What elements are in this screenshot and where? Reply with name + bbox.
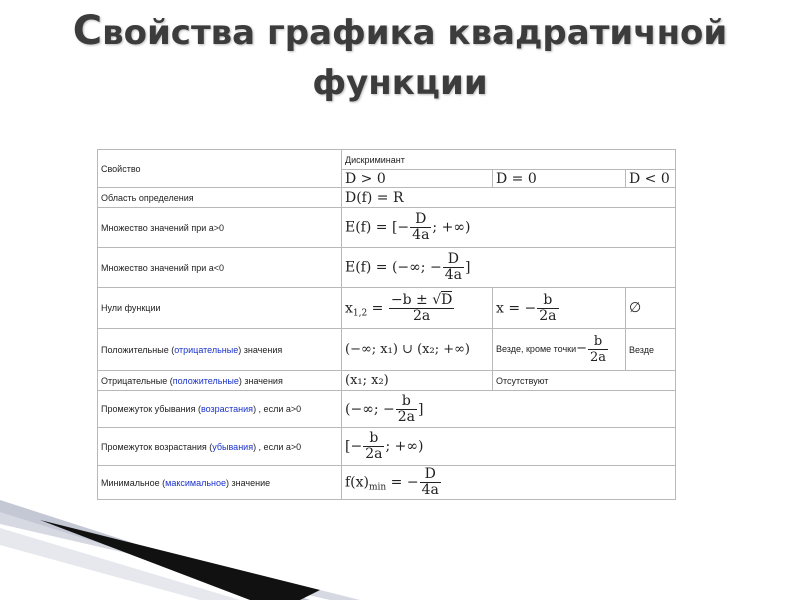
range-neg-den: 4a bbox=[444, 267, 462, 283]
increasing-label-c: ) , если a>0 bbox=[253, 441, 302, 452]
slide-title-initial: С bbox=[72, 8, 103, 54]
case-d-negative: D < 0 bbox=[626, 170, 676, 188]
decreasing-label-a: Промежуток убывания ( bbox=[101, 404, 201, 414]
negative-label bbox=[98, 371, 342, 391]
decreasing-prefix: (−∞; − bbox=[345, 401, 395, 417]
extremum-prefix: f(x) bbox=[345, 474, 370, 491]
zeros-neg-value: ∅ bbox=[626, 288, 676, 329]
increasing-prefix: [− bbox=[345, 438, 363, 455]
zeros-zero-num: b bbox=[537, 293, 558, 309]
positive-label-link: отрицательные bbox=[174, 344, 239, 355]
negative-label-a: Отрицательные ( bbox=[101, 375, 173, 386]
decreasing-den: 2a bbox=[397, 408, 416, 425]
zeros-pos-lhs: x bbox=[345, 300, 353, 316]
header-discriminant-cell: Дискриминант bbox=[342, 150, 676, 170]
table-row-positive bbox=[98, 329, 676, 371]
positive-zero-value bbox=[493, 329, 626, 371]
zeros-pos-den: 2a bbox=[412, 307, 431, 324]
extremum-label-c: ) значение bbox=[226, 477, 271, 488]
domain-value: D(f) = R bbox=[342, 188, 676, 208]
domain-label: Область определения bbox=[98, 188, 342, 208]
extremum-value bbox=[342, 466, 676, 500]
table-row-zeros bbox=[98, 288, 676, 329]
negative-pos-value: (x₁; x₂) bbox=[342, 371, 493, 391]
decreasing-label-link: возрастания bbox=[200, 404, 254, 414]
zeros-pos-sub: 1,2 bbox=[352, 308, 368, 318]
extremum-label-a: Минимальное ( bbox=[101, 477, 166, 488]
table-row-increasing bbox=[98, 428, 676, 466]
properties-table bbox=[97, 149, 676, 500]
zeros-zero-den: 2a bbox=[539, 307, 557, 324]
positive-pos-value: (−∞; x₁) ∪ (x₂; +∞) bbox=[342, 329, 493, 371]
decreasing-value bbox=[342, 391, 676, 428]
increasing-value bbox=[342, 428, 676, 466]
table-header-row bbox=[98, 150, 676, 170]
positive-zero-fraction bbox=[588, 334, 608, 365]
increasing-label bbox=[98, 428, 342, 466]
table-row-negative bbox=[98, 371, 676, 391]
decreasing-num: b bbox=[396, 394, 417, 410]
header-property-cell: Свойство bbox=[98, 150, 342, 188]
range-neg-value bbox=[342, 248, 676, 288]
decreasing-fraction bbox=[396, 394, 417, 425]
ray-light bbox=[0, 528, 240, 600]
zeros-pos-num-pre: −b ± √ bbox=[390, 291, 442, 308]
decreasing-suffix: ] bbox=[418, 401, 424, 417]
table-row-range-neg bbox=[98, 248, 676, 288]
slide-title-line2: функции bbox=[312, 63, 488, 103]
positive-label bbox=[98, 329, 342, 371]
positive-neg-value: Везде bbox=[626, 329, 676, 371]
range-pos-value bbox=[342, 208, 676, 248]
negative-label-c: ) значения bbox=[238, 375, 283, 386]
range-neg-suffix: ] bbox=[464, 259, 471, 276]
zeros-pos-value bbox=[342, 288, 493, 329]
case-d-positive: D > 0 bbox=[342, 170, 493, 188]
increasing-num: b bbox=[363, 431, 384, 447]
ray-black bbox=[40, 520, 320, 600]
zeros-pos-eq: = bbox=[367, 300, 388, 316]
positive-label-a: Положительные ( bbox=[101, 344, 175, 355]
zeros-zero-fraction bbox=[537, 293, 558, 324]
increasing-label-link: убывания bbox=[212, 441, 254, 452]
extremum-num: D bbox=[420, 467, 441, 483]
increasing-label-a: Промежуток возрастания ( bbox=[101, 441, 213, 452]
range-neg-prefix: E(f) = (−∞; − bbox=[345, 259, 442, 276]
zeros-pos-fraction bbox=[389, 293, 454, 324]
positive-zero-num: b bbox=[588, 334, 608, 350]
negative-zero-value: Отсутствуют bbox=[493, 371, 676, 391]
table-row-extremum bbox=[98, 466, 676, 500]
extremum-label bbox=[98, 466, 342, 500]
increasing-suffix: ; +∞) bbox=[385, 438, 424, 455]
range-pos-fraction bbox=[410, 212, 431, 243]
negative-label-link: положительные bbox=[172, 375, 239, 386]
zeros-pos-num bbox=[389, 293, 454, 309]
positive-zero-text: Везде, кроме точки bbox=[496, 343, 577, 354]
range-pos-prefix: E(f) = [− bbox=[345, 219, 410, 236]
slide-title bbox=[30, 6, 770, 108]
positive-zero-minus: − bbox=[576, 340, 588, 356]
extremum-eq: = − bbox=[386, 474, 419, 491]
range-pos-label: Множество значений при a>0 bbox=[98, 208, 342, 248]
table-row-decreasing bbox=[98, 391, 676, 428]
increasing-fraction bbox=[363, 431, 384, 462]
ray-hatch bbox=[0, 500, 310, 600]
decreasing-label bbox=[98, 391, 342, 428]
extremum-label-link: максимальное bbox=[165, 477, 227, 488]
decreasing-label-c: ) , если a>0 bbox=[253, 404, 302, 414]
extremum-fraction bbox=[420, 467, 441, 498]
case-d-zero: D = 0 bbox=[493, 170, 626, 188]
extremum-den: 4a bbox=[421, 482, 439, 498]
range-pos-num: D bbox=[410, 212, 431, 228]
positive-zero-den: 2a bbox=[590, 350, 607, 365]
zeros-label: Нули функции bbox=[98, 288, 342, 329]
table-row-domain bbox=[98, 188, 676, 208]
range-neg-num: D bbox=[443, 252, 464, 268]
range-pos-suffix: ; +∞) bbox=[432, 219, 471, 236]
range-pos-den: 4a bbox=[412, 227, 430, 243]
positive-label-c: ) значения bbox=[238, 344, 283, 355]
ray-shadow bbox=[0, 510, 360, 600]
zeros-zero-prefix: x = − bbox=[496, 300, 537, 316]
increasing-den: 2a bbox=[365, 446, 383, 462]
range-neg-label: Множество значений при a<0 bbox=[98, 248, 342, 288]
slide-title-line1: войства графика квадратичной bbox=[102, 13, 728, 53]
range-neg-fraction bbox=[443, 252, 464, 283]
zeros-pos-num-rad: D bbox=[441, 291, 453, 308]
zeros-zero-value bbox=[493, 288, 626, 329]
extremum-sub: min bbox=[369, 482, 387, 493]
table-row-range-pos bbox=[98, 208, 676, 248]
